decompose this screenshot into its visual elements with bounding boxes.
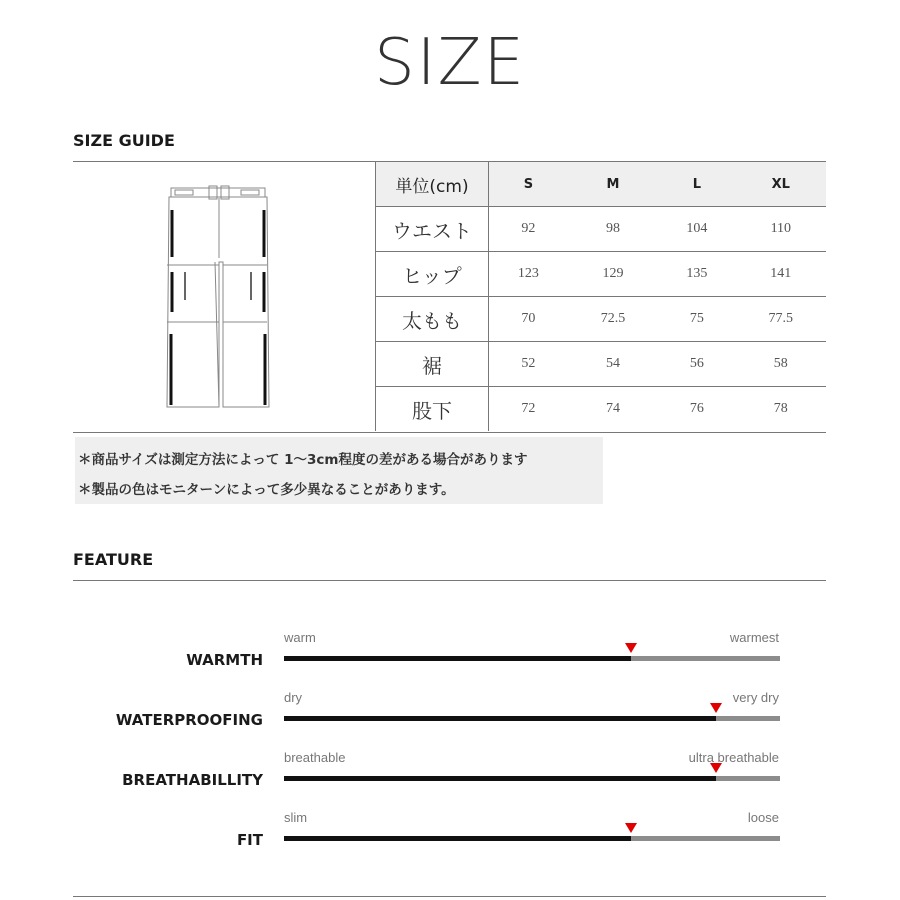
table-cell: 76 <box>689 401 704 416</box>
waterproofing-label: WATERPROOFING <box>115 711 263 729</box>
size-xl-header: XL <box>736 162 826 207</box>
table-cell: 78 <box>773 401 788 416</box>
warmth-min-label: warm <box>284 630 316 645</box>
fit-marker-icon <box>625 823 637 833</box>
row-label-inseam: 股下 <box>376 387 489 432</box>
breathability-label: BREATHABILLITY <box>122 771 263 789</box>
warmth-marker-icon <box>625 643 637 653</box>
row-label-hip: ヒップ <box>376 252 489 297</box>
table-cell: 72 <box>521 401 536 416</box>
table-cell: 70 <box>489 297 568 342</box>
warmth-max-label: warmest <box>729 630 779 645</box>
waterproofing-max-label: very dry <box>732 690 779 705</box>
feature-heading: FEATURE <box>73 550 154 569</box>
size-s-header: S <box>489 162 568 207</box>
table-cell: 129 <box>568 252 658 297</box>
waterproofing-scale-fill <box>284 716 716 721</box>
table-cell: 135 <box>658 252 735 297</box>
table-cell: 54 <box>568 342 658 387</box>
table-row <box>376 342 827 387</box>
feature-divider <box>73 580 826 581</box>
table-cell: 123 <box>489 252 568 297</box>
table-cell: 141 <box>736 252 826 297</box>
table-cell: 74 <box>605 401 620 416</box>
fit-scale-bar <box>284 836 780 841</box>
page-title: SIZE <box>374 26 526 100</box>
table-cell: 92 <box>489 207 568 252</box>
size-notes <box>75 437 603 504</box>
fit-scale-fill <box>284 836 631 841</box>
size-l-header: L <box>658 162 735 207</box>
waterproofing-scale-bar <box>284 716 780 721</box>
table-row <box>376 207 827 252</box>
fit-max-label: loose <box>747 810 779 825</box>
table-cell: 104 <box>658 207 735 252</box>
table-cell: 110 <box>736 207 826 252</box>
warmth-scale-bar <box>284 656 780 661</box>
breathability-scale-bar <box>284 776 780 781</box>
size-note-1: ＊商品サイズは測定方法によって 1～3cm程度の差がある場合があります <box>78 452 528 468</box>
warmth-label: WARMTH <box>186 651 263 669</box>
waterproofing-min-label: dry <box>284 690 303 705</box>
size-m-header: M <box>568 162 658 207</box>
row-label-thigh: 太もも <box>376 297 489 342</box>
row-label-waist: ウエスト <box>376 207 489 252</box>
breathability-min-label: breathable <box>284 750 346 765</box>
table-row <box>376 252 827 297</box>
breathability-scale-fill <box>284 776 716 781</box>
table-cell: 52 <box>489 342 568 387</box>
size-guide-table-block <box>73 161 826 433</box>
table-cell: 58 <box>736 342 826 387</box>
waterproofing-marker-icon <box>710 703 722 713</box>
size-table-header-row <box>376 162 827 207</box>
breathability-marker-icon <box>710 763 722 773</box>
table-cell: 72.5 <box>568 297 658 342</box>
fit-min-label: slim <box>284 810 308 825</box>
row-label-hem: 裾 <box>376 342 489 387</box>
unit-label: 単位(cm) <box>376 162 489 207</box>
breathability-max-label: ultra breathable <box>688 750 779 765</box>
table-row <box>376 297 827 342</box>
table-cell: 75 <box>658 297 735 342</box>
warmth-scale-fill <box>284 656 631 661</box>
size-guide-heading: SIZE GUIDE <box>73 131 175 150</box>
table-cell: 98 <box>568 207 658 252</box>
bottom-divider <box>73 896 826 897</box>
size-note-2: ＊製品の色はモニターンによって多少異なることがあります。 <box>78 482 455 498</box>
pants-illustration <box>73 162 375 430</box>
fit-label: FIT <box>236 831 263 849</box>
table-row <box>376 387 827 432</box>
size-table <box>375 162 826 431</box>
table-cell: 56 <box>658 342 735 387</box>
table-cell: 77.5 <box>736 297 826 342</box>
